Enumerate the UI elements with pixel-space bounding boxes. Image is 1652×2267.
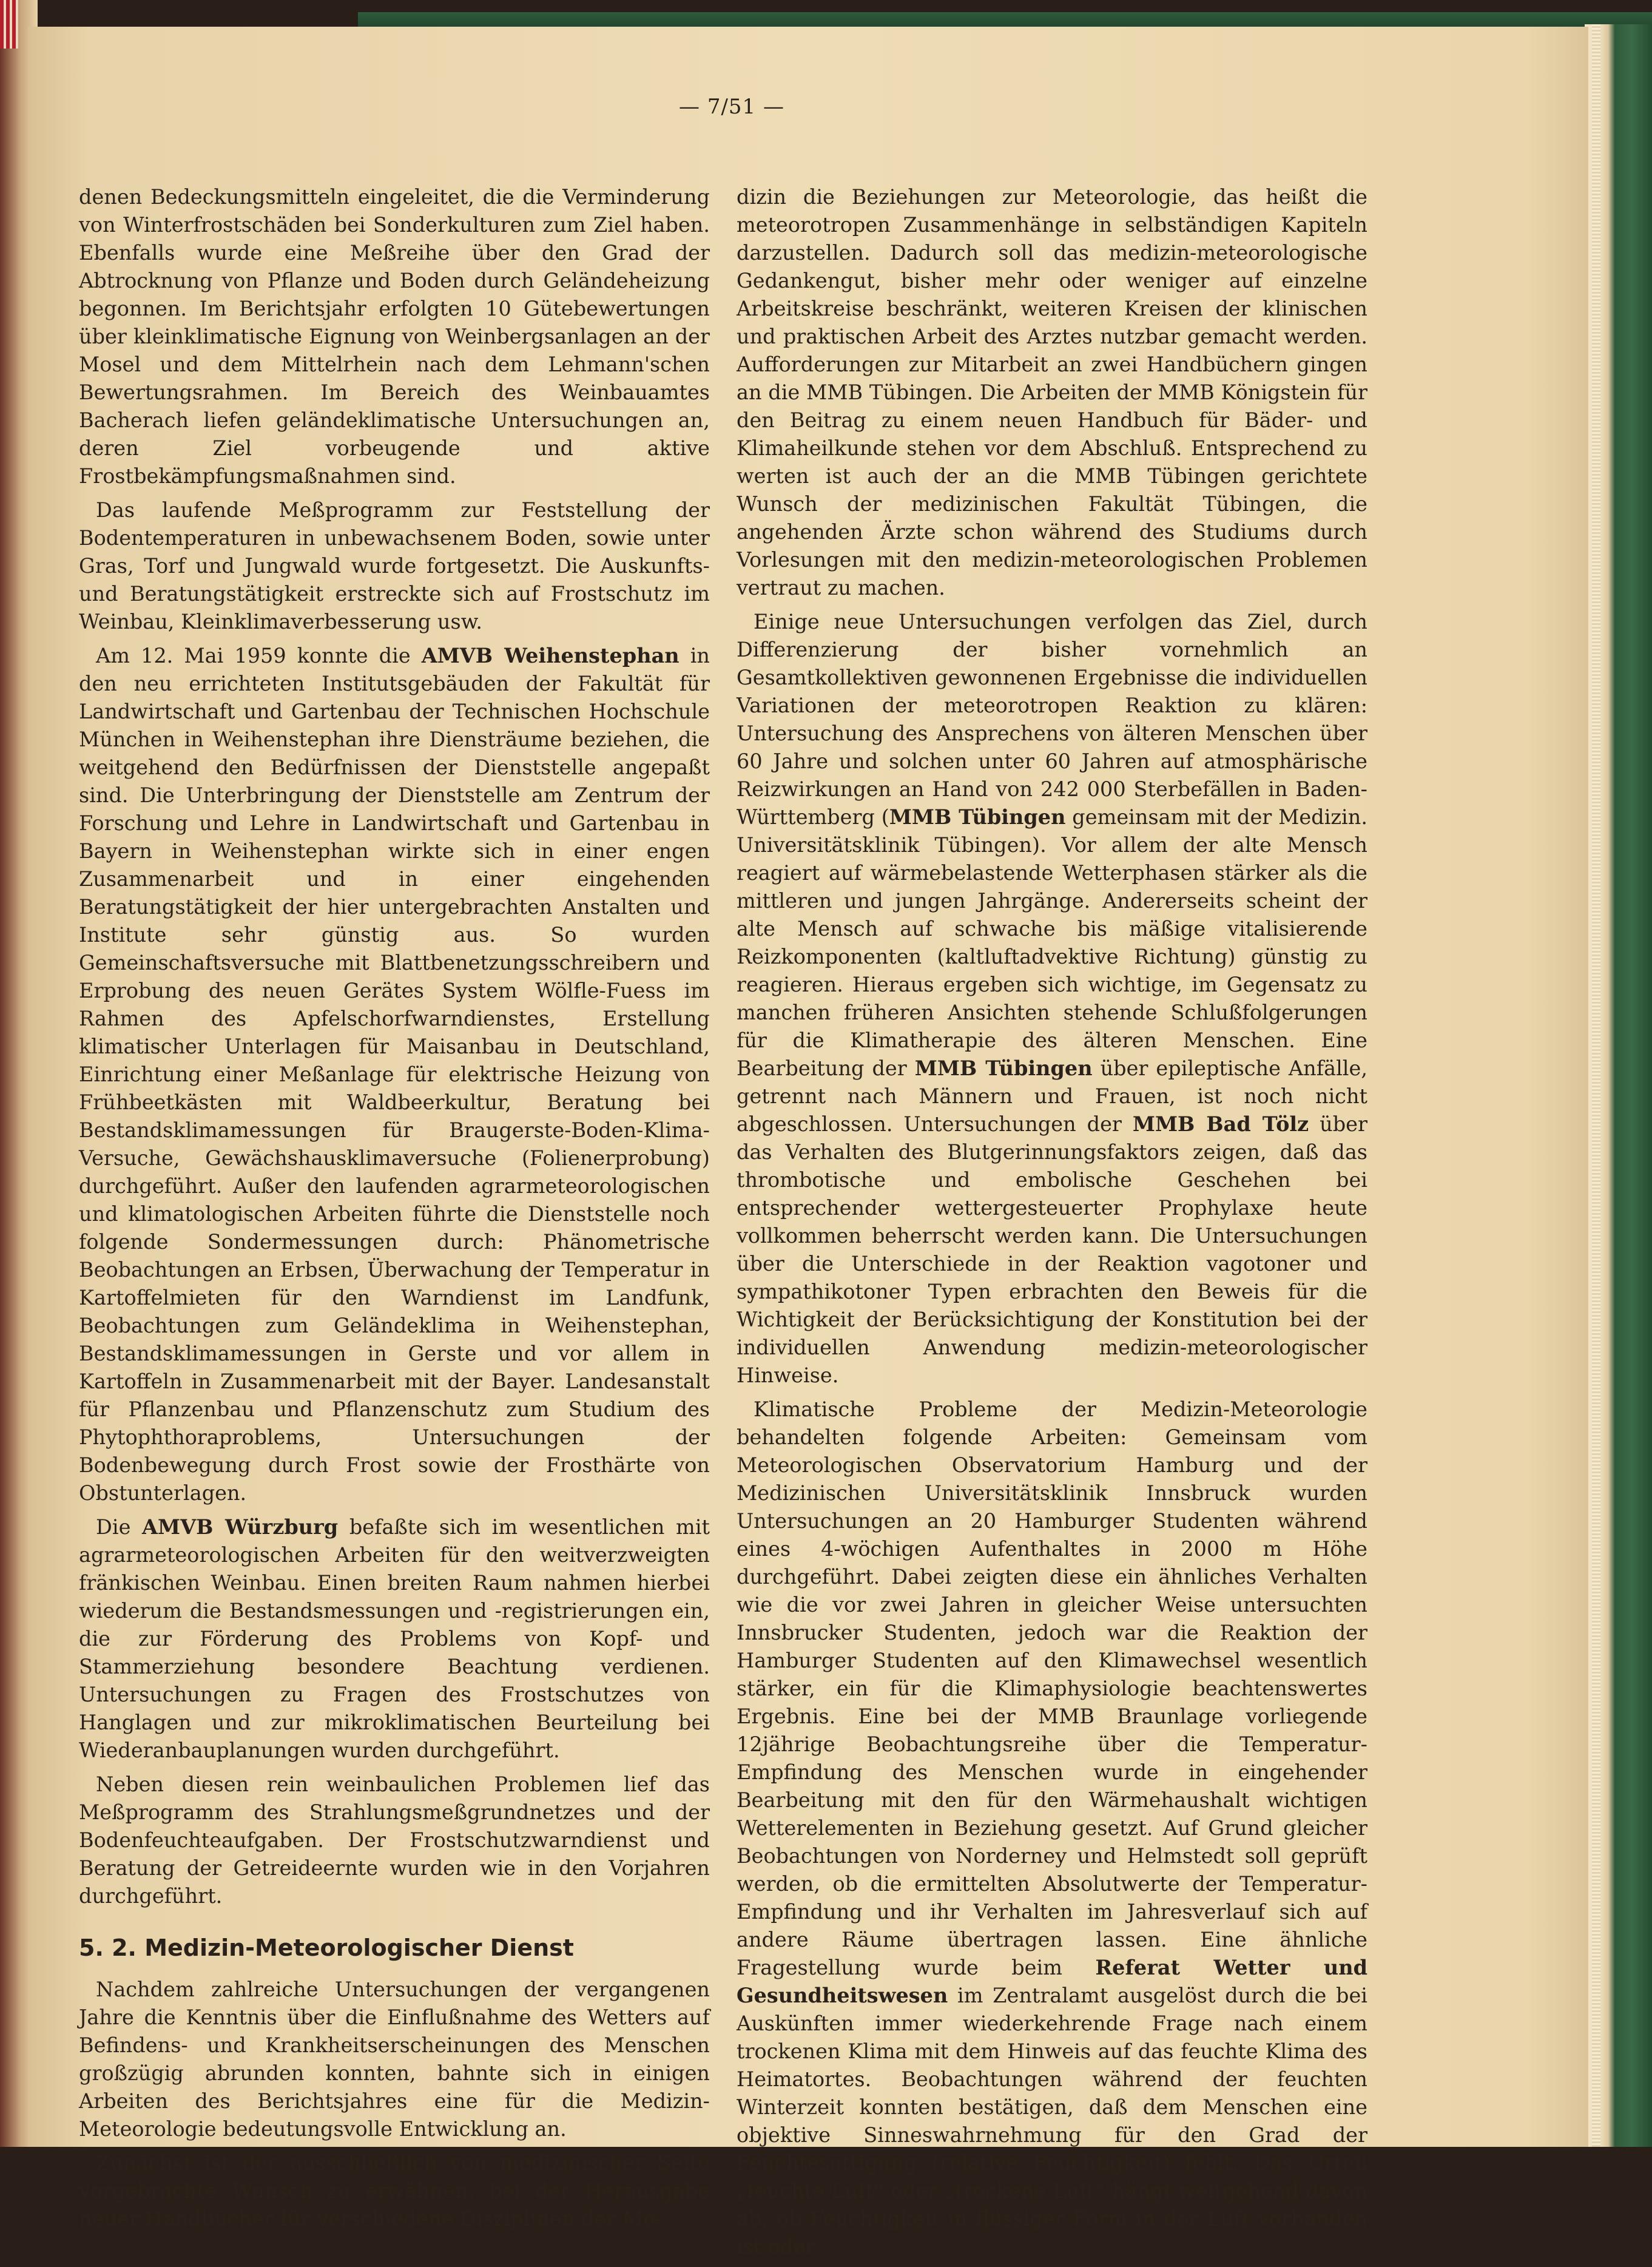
left-column xyxy=(79,183,710,2239)
institution-name: MMB Tübingen xyxy=(914,1056,1093,1080)
book-page xyxy=(28,27,1588,2259)
institution-name: AMVB Würzburg xyxy=(142,1515,339,1539)
paragraph: Die AMVB Würzburg befaßte sich im wesentlichen mit agrarmeteorologischen Arbeiten für den weitverzweigten fränkischen Weinbau. Einen breiten Raum nahmen hierbei wiederum die Bestandsmessungen und -registrierungen ein, die zur Förderung des Problems von Kopf- und Stammerziehung besondere Beachtung verdienen. Untersuchungen zu Fragen des Frostschutzes von Hanglagen und zur mikroklimatischen Beurteilung bei Wiederanbauplanungen wurden durchgeführt. xyxy=(79,1515,710,1762)
paragraph: Einige neue Untersuchungen verfolgen das Ziel, durch Differenzierung der bisher vornehmlich an Gesamtkollektiven gewonnenen Ergebnisse die individuellen Variationen der meteorotropen Reaktion zu klären: Untersuchung des Ansprechens von älteren Menschen über 60 Jahre und solchen unter 60 Jahren auf atmosphärische Reizwirkungen an Hand von 242 000 Sterbefällen in Baden-Württemberg (MMB Tübingen gemeinsam mit der Medizin. Universitätsklinik Tübingen). Vor allem der alte Mensch reagiert auf wärmebelastende Wetterphasen stärker als die mittleren und jungen Jahrgänge. Andererseits scheint der alte Mensch auf schwache bis mäßige vitalisierende Reizkomponenten (kaltluftadvektive Richtung) günstig zu reagieren. Hieraus ergeben sich wichtige, im Gegensatz zu manchen früheren Ansichten stehende Schlußfolgerungen für die Klimatherapie des älteren Menschen. Eine Bearbeitung der MMB Tübingen über epileptische Anfälle, getrennt nach Männern und Frauen, ist noch nicht abgeschlossen. Untersuchungen der MMB Bad Tölz über das Verhalten des Blutgerinnungsfaktors zeigen, daß das thrombotische und embolische Geschehen bei entsprechender wettergesteuerter Prophylaxe heute vollkommen beherrscht werden kann. Die Untersuchungen über die Unterschiede in der Reaktion vagotoner und sympathikotoner Typen erbrachten den Beweis für die Wichtigkeit der Berücksichtigung der Konstitution bei der individuellen Anwendung medizin-meteorologischer Hinweise. xyxy=(737,610,1367,1387)
paragraph: Klimatische Probleme der Medizin-Meteorologie behandelten folgende Arbeiten: Gemeinsam vom Meteorologischen Observatorium Hamburg und der Medizinischen Universitätsklinik Innsbruck wurden Untersuchungen an 20 Hamburger Studenten während eines 4-wöchigen Aufenthaltes in 2000 m Höhe durchgeführt. Dabei zeigten diese ein ähnliches Verhalten wie die vor zwei Jahren in gleicher Weise untersuchten Innsbrucker Studenten, jedoch war die Reaktion der Hamburger Studenten auf den Klimawechsel wesentlich stärker, ein für die Klimaphysiologie beachtenswertes Ergebnis. Eine bei der MMB Braunlage vorliegende 12jährige Beobachtungsreihe über die Temperatur-Empfindung des Menschen wurde in eingehender Bearbeitung mit den für den Wärmehaushalt wichtigen Wetterelementen in Beziehung gesetzt. Auf Grund gleicher Beobachtungen von Norderney und Helmstedt soll geprüft werden, ob die ermittelten Absolutwerte der Temperatur-Empfindung und ihr Verhalten im Jahresverlauf sich auf andere Räume übertragen lassen. Eine ähnliche Fragestellung wurde beim Referat Wetter und Gesundheitswesen im Zentralamt ausgelöst durch die bei Auskünften immer wiederkehrende Frage nach einem trockenen Klima mit dem Hinweis auf das feuchte Klima des Heimatortes. Beobachtungen während der feuchten Winterzeit konnten bestätigen, daß dem Menschen eine objektive Sinneswahrnehmung für den Grad der Feuchtesättigung (relative Feuchtigkeit) fehlt. Das Urteil „feuchte Luft“ oder „trockene Luft“ hängt weitgehend davon ab, ob Feuchtigkeit in flüssiger Form in der Luft vorhanden ist oder xyxy=(737,1397,1368,2259)
right-column xyxy=(737,183,1367,2267)
paragraph: Das laufende Meßprogramm zur Feststellung der Bodentemperaturen in unbewachsenem Boden, sowie unter Gras, Torf und Jungwald wurde fortgesetzt. Die Auskunfts- und Beratungstätigkeit erstreckte sich auf Frostschutz im Weinbau, Kleinklimaverbesserung usw. xyxy=(79,498,710,633)
paragraph: dizin die Beziehungen zur Meteorologie, das heißt die meteorotropen Zusammenhänge in selbständigen Kapiteln darzustellen. Dadurch soll das medizin-meteorologische Gedankengut, bisher mehr oder weniger auf einzelne Arbeitskreise beschränkt, weiteren Kreisen der klinischen und praktischen Arbeit des Arztes nutzbar gemacht werden. Aufforderungen zur Mitarbeit an zwei Handbüchern gingen an die MMB Tübingen. Die Arbeiten der MMB Königstein für den Beitrag zu einem neuen Handbuch für Bäder- und Klimaheilkunde stehen vor dem Abschluß. Entsprechend zu werten ist auch der an die MMB Tübingen gerichtete Wunsch der medizinischen Fakultät Tübingen, die angehenden Ärzte schon während des Studiums durch Vorlesungen mit den medizin-meteorologischen Problemen vertraut zu machen. xyxy=(737,185,1367,600)
page-stack-edge xyxy=(1592,24,1600,2147)
section-heading: 5. 2. Medizin-Meteorologischer Dienst xyxy=(79,1934,574,1961)
institution-name: MMB Tübingen xyxy=(889,805,1066,829)
page-edge-marker xyxy=(0,0,18,49)
paragraph: Am 12. Mai 1959 konnte die AMVB Weihenstephan in den neu errichteten Institutsgebäuden der Fakultät für Landwirtschaft und Gartenbau der Technischen Hochschule München in Weihenstephan ihre Diensträume beziehen, die weitgehend den Bedürfnissen der Dienststelle angepaßt sind. Die Unterbringung der Dienststelle am Zentrum der Forschung und Lehre in Landwirtschaft und Gartenbau in Bayern in Weihenstephan wirkte sich in einer engen Zusammenarbeit und in einer eingehenden Beratungstätigkeit der hier untergebrachten Anstalten und Institute sehr günstig aus. So wurden Gemeinschaftsversuche mit Blattbenetzungsschreibern und Erprobung des neuen Gerätes System Wölfle-Fuess im Rahmen des Apfelschorfwarndienstes, Erstellung klimatischer Unterlagen für Maisanbau in Deutschland, Einrichtung einer Meßanlage für elektrische Heizung von Frühbeetkästen mit Waldbeerkultur, Beratung bei Bestandsklimamessungen für Braugerste-Boden-Klima-Versuche, Gewächshausklimaversuche (Folienerprobung) durchgeführt. Außer den laufenden agrarmeteorologischen und klimatologischen Arbeiten führte die Dienststelle noch folgende Sondermessungen durch: Phänometrische Beobachtungen an Erbsen, Überwachung der Temperatur in Kartoffelmieten für den Warndienst im Landfunk, Beobachtungen zum Geländeklima in Weihenstephan, Bestandsklimamessungen in Gerste und vor allem in Kartoffeln in Zusammenarbeit mit der Bayer. Landesanstalt für Pflanzenbau und Pflanzenschutz zum Studium des Phytophthoraproblems, Untersuchungen der Bodenbewegung durch Frost sowie der Frosthärte von Obstunterlagen. xyxy=(79,644,710,1505)
paragraph: denen Bedeckungsmitteln eingeleitet, die die Verminderung von Winterfrostschäden bei Sonderkulturen zum Ziel haben. Ebenfalls wurde eine Meßreihe über den Grad der Abtrocknung von Pflanze und Boden durch Geländeheizung begonnen. Im Berichtsjahr erfolgten 10 Gütebewertungen über kleinklimatische Eignung von Weinbergsanlagen an der Mosel und dem Mittelrhein nach dem Lehmann'schen Bewertungsrahmen. Im Bereich des Weinbauamtes Bacherach liefen geländeklimatische Untersuchungen an, deren Ziel vorbeugende und aktive Frostbekämpfungsmaßnahmen sind. xyxy=(79,185,710,488)
page-number: — 7/51 — xyxy=(679,95,784,119)
paragraph: Nachdem zahlreiche Untersuchungen der vergangenen Jahre die Kenntnis über die Einflußnahme des Wetters auf Befindens- und Krankheitserscheinungen des Menschen großzügig abrunden konnten, bahnte sich in einigen Arbeiten des Berichtsjahres eine für die Medizin-Meteorologie bedeutungsvolle Entwicklung an. xyxy=(79,1978,710,2141)
institution-name: MMB Bad Tölz xyxy=(1132,1112,1309,1136)
institution-name: AMVB Weihenstephan xyxy=(421,644,679,667)
institution-name: Referat Wetter und Gesundheitswesen xyxy=(737,1956,1368,2007)
paragraph: Neben diesen rein weinbaulichen Problemen lief das Meßprogramm des Strahlungsmeßgrundnetzes und der Bodenfeuchteaufgaben. Der Frostschutzwarndienst und Beratung der Getreideernte wurden wie in den Vorjahren durchgeführt. xyxy=(79,1772,710,1908)
book-binding-right xyxy=(1585,24,1652,2147)
paragraph: Zunächst ist der ausschließlich von medizinischer Seite vorgebrachte Wunsch zu erwähnen, bei der Herausgabe neuer Handbücher für verschiedene Disziplinen der Me- xyxy=(79,2151,710,2231)
